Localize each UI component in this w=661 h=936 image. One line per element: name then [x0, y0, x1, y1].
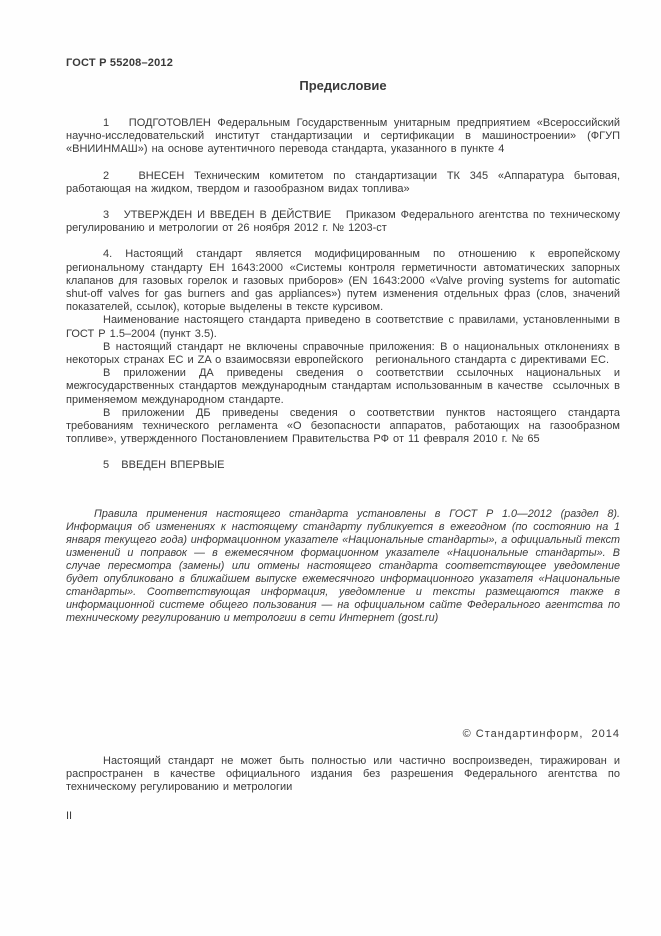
copyright-notice: © Стандартинформ, 2014 [462, 727, 620, 740]
paragraph-submitted: 2 ВНЕСЕН Техническим комитетом по стандартизации ТК 345 «Аппаратура бытовая, работающая на жидком, твердом и газообразном видах топлива» [66, 169, 620, 195]
paragraph-prepared: 1 ПОДГОТОВЛЕН Федеральным Государственным унитарным предприятием «Всероссийский научно-исследовательский институт стандартизации и сертификации в машиностроении» (ФГУП «ВНИИНМАШ») на основе аутентичного перевода стандарта, указанного в пункте 4 [66, 117, 620, 156]
paragraph-modified-standard: 4. Настоящий стандарт является модифицированным по отношению к европейскому региональному стандарту ЕН 1643:2000 «Системы контроля герметичности автоматических запорных клапанов для газовых горелок и газовых приборов» (EN 1643:2000 «Valve proving systems for automatic shut-off valves for gas burners and gas appliances») путем изменения отдельных фраз (слов, значений показателей, ссылок), которые выделены в тексте курсивом. [66, 248, 620, 314]
paragraph-naming-rules: Наименование настоящего стандарта приведено в соответствие с правилами, установленными в ГОСТ Р 1.5–2004 (пункт 3.5). [66, 314, 620, 340]
paragraph-annex-db: В приложении ДБ приведены сведения о соответствии пунктов настоящего стандарта требованиям технического регламента «О безопасности аппаратов, работающих на газообразном топливе», утвержденного Постановлением Правительства РФ от 11 февраля 2010 г. № 65 [66, 406, 620, 446]
standard-number: ГОСТ Р 55208–2012 [66, 57, 174, 69]
page-number: II [66, 810, 73, 823]
paragraph-annex-da: В приложении ДА приведены сведения о соответствии ссылочных национальных и межгосударственных стандартов международным стандартам использованным в качестве ссылочных в применяемом международном стандарте. [66, 367, 620, 406]
paragraph-first-introduced: 5 ВВЕДЕН ВПЕРВЫЕ [103, 459, 225, 472]
paragraph-excluded-annexes: В настоящий стандарт не включены справочные приложения: В о национальных отклонениях в некоторых странах ЕС и ZA о взаимосвязи европейского регионального стандарта с директивами ЕС. [66, 340, 620, 367]
application-rules-note: Правила применения настоящего стандарта установлены в ГОСТ Р 1.0—2012 (раздел 8). Информация об изменениях к настоящему стандарту публикуется в ежегодном (по состоянию на 1 января текущего года) информационном указателе «Национальные стандарты», а официальный текст изменений и поправок — в ежемесячном формационном указателе «Национальные стандарты». В случае пересмотра (замены) или отмены настоящего стандарта соответствующее уведомление будет опубликовано в ближайшем выпуске ежемесячного информационного указателя «Национальные стандарты». Соответствующая информация, уведомление и тексты размещаются также в информационной системе общего пользования — на официальном сайте Федерального агентства по техническому регулированию и метрологии в сети Интернет (gost.ru) [66, 507, 620, 624]
paragraph-approved: 3 УТВЕРЖДЕН И ВВЕДЕН В ДЕЙСТВИЕ Приказом Федерального агентства по техническому регулированию и метрологии от 26 ноября 2012 г. № 1203-ст [66, 209, 620, 235]
page-title: Предисловие [299, 78, 387, 93]
reproduction-restriction-note: Настоящий стандарт не может быть полностью или частично воспроизведен, тиражирован и распространен в качестве официального издания без разрешения Федерального агентства по техническому регулированию и метрологии [66, 754, 620, 794]
